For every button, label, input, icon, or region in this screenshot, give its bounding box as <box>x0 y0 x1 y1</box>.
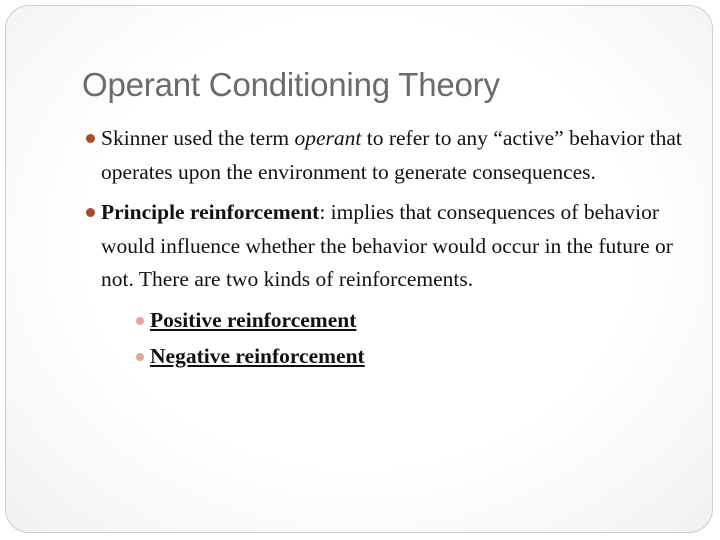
bullet-dot-icon <box>86 208 95 217</box>
sub-bullet-positive-reinforcement <box>136 304 692 338</box>
bullet-text-after: : implies that consequences of behavior would influence whether the behavior would occur in the future or not. There are two kinds of reinforcements. <box>101 200 673 291</box>
bullet-text-before: Skinner used the term <box>101 126 295 150</box>
sub-bullet-label: Negative reinforcement <box>150 344 365 368</box>
slide <box>5 5 713 533</box>
sub-bullet-label: Positive reinforcement <box>150 307 357 332</box>
bullet-dot-icon <box>86 134 95 143</box>
sub-bullet-dot-icon <box>136 317 144 325</box>
slide-title: Operant Conditioning Theory <box>82 66 500 103</box>
principle-reinforcement-term: Principle reinforcement <box>101 200 320 224</box>
bullet-operant <box>86 122 692 189</box>
slide-content <box>86 122 692 374</box>
bullet-text-after: to refer to any “active” behavior that operates upon the environment to generate consequences. <box>101 126 682 184</box>
bullet-principle-reinforcement <box>86 196 692 297</box>
sub-bullet-dot-icon <box>136 353 144 361</box>
operant-term: operant <box>294 126 362 150</box>
sub-bullet-negative-reinforcement <box>136 340 692 374</box>
